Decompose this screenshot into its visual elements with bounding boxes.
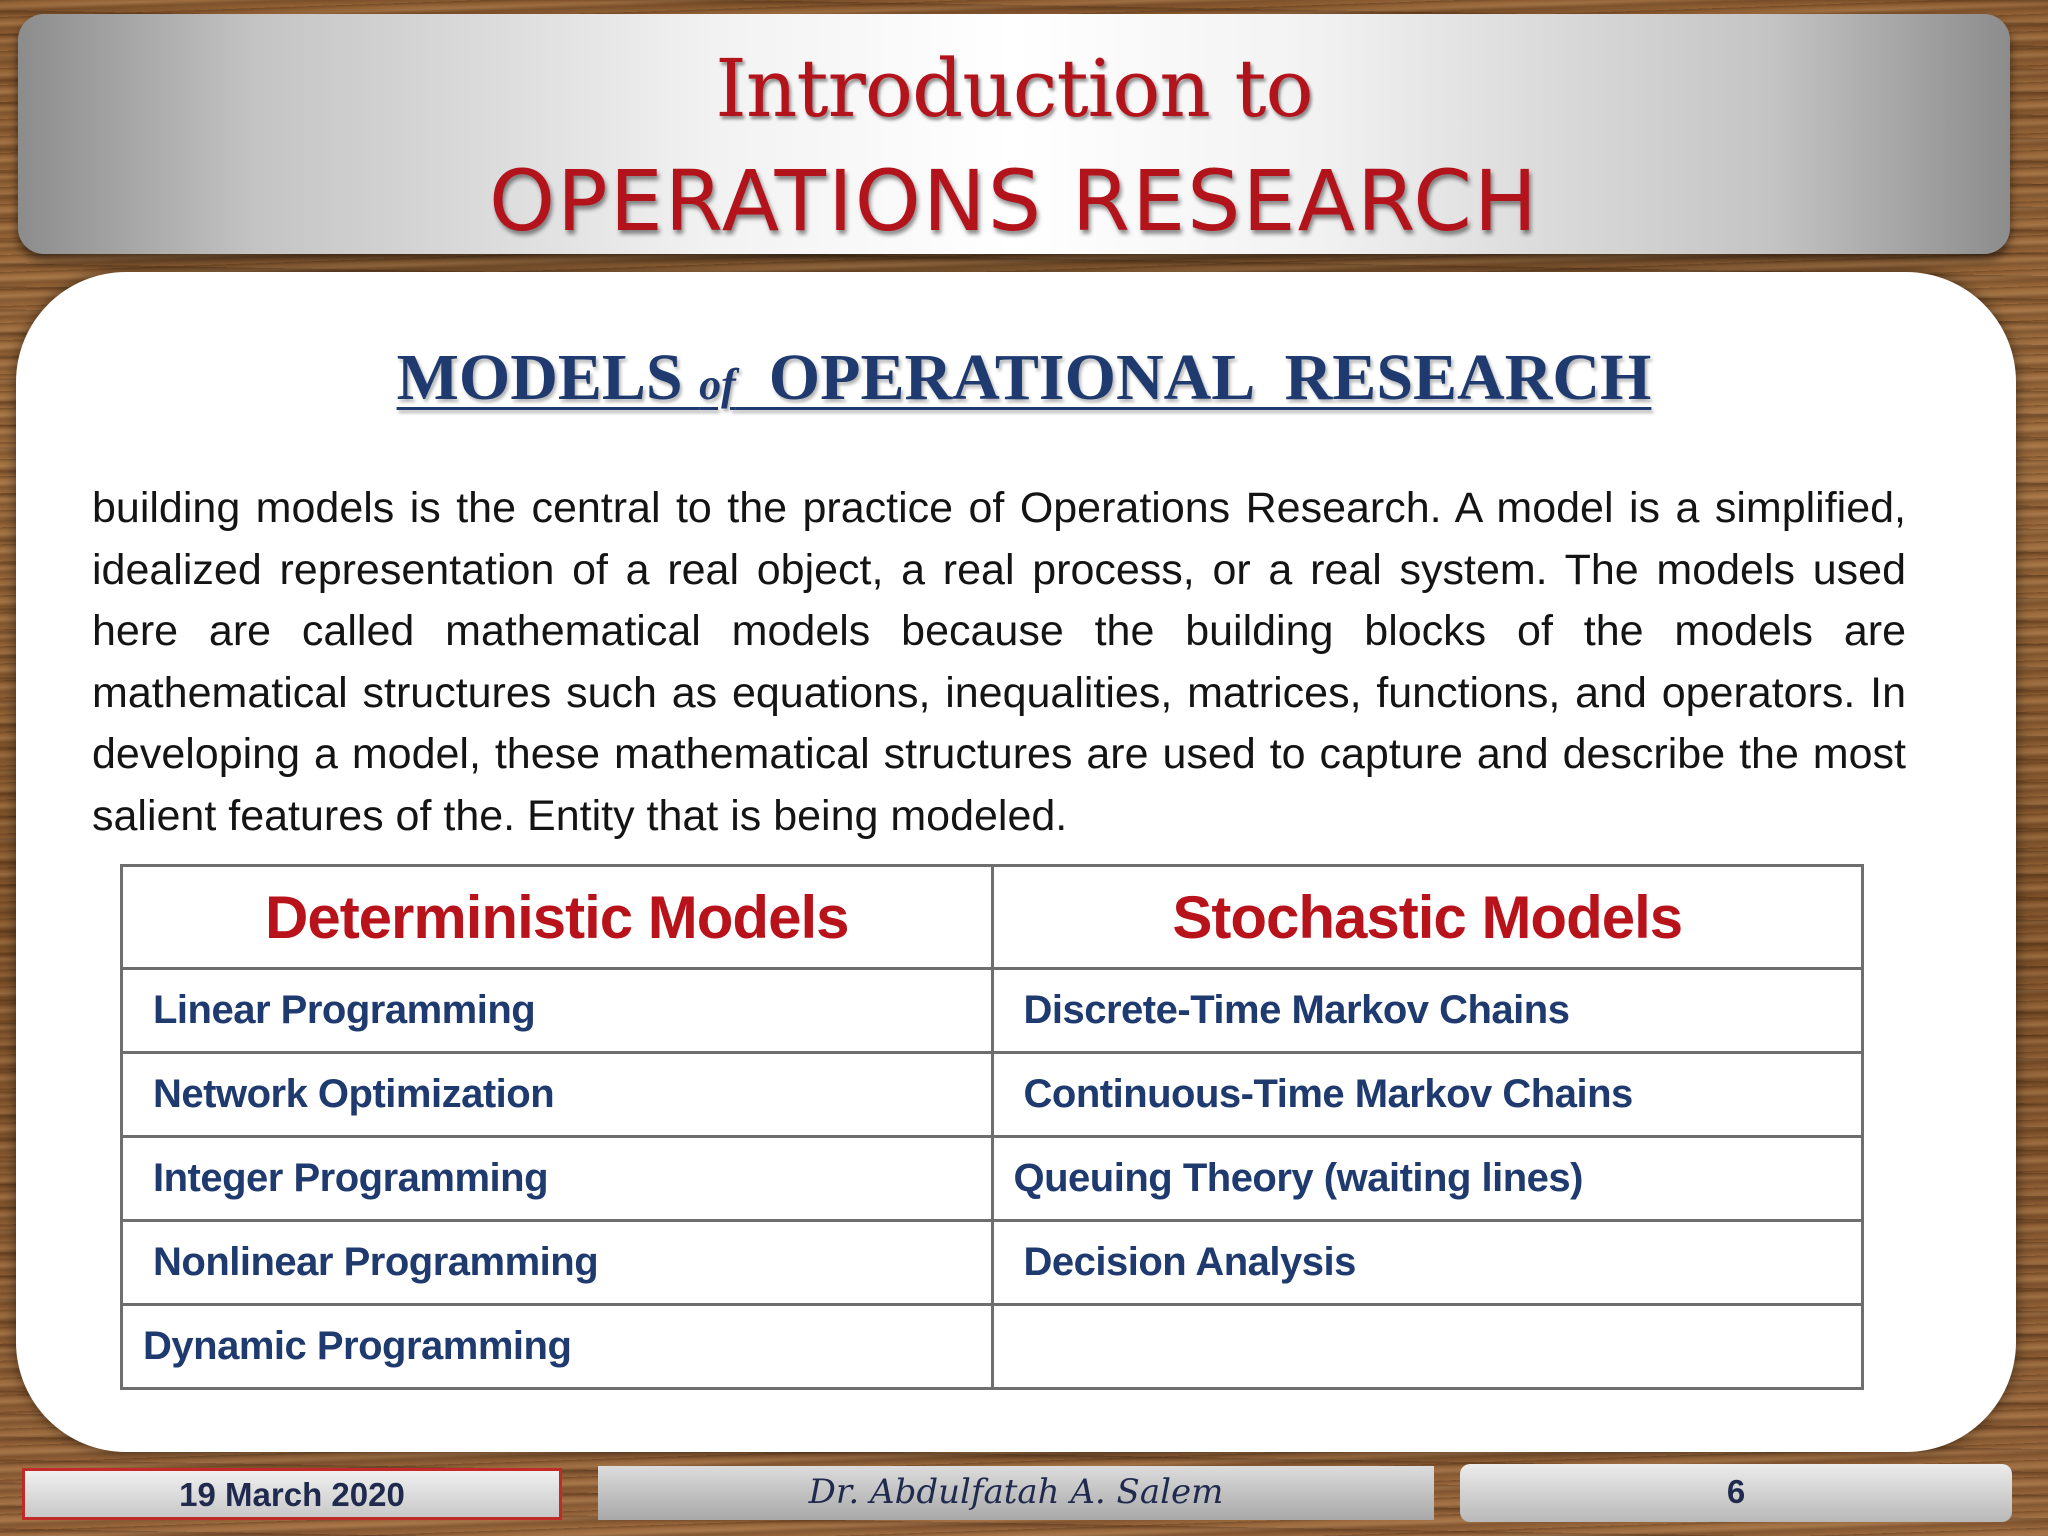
- header-banner: [18, 14, 2010, 254]
- table-cell: [992, 1305, 1863, 1389]
- table-row: [122, 1221, 1863, 1305]
- table-cell: Queuing Theory (waiting lines): [992, 1137, 1863, 1221]
- table-cell: Nonlinear Programming: [122, 1221, 993, 1305]
- models-table: [120, 864, 1864, 1390]
- table-cell: Discrete-Time Markov Chains: [992, 969, 1863, 1053]
- table-row: [122, 969, 1863, 1053]
- body-paragraph: building models is the central to the practice of Operations Research. A model is a simplified, idealized representation of a real object, a real process, or a real system. The models used here are called mathematical models because the building blocks of the models are mathematical structures such as equations, inequalities, matrices, functions, and operators. In developing a model, these mathematical structures are used to capture and describe the most salient features of the. Entity that is being modeled.: [92, 484, 1906, 840]
- table-cell: Network Optimization: [122, 1053, 993, 1137]
- table-row: [122, 1137, 1863, 1221]
- table-cell: Integer Programming: [122, 1137, 993, 1221]
- table-row: [122, 1053, 1863, 1137]
- slide-title: [0, 340, 2048, 416]
- slide-title-of: of: [699, 360, 736, 409]
- header-title-line2: OPERATIONS RESEARCH: [488, 152, 1540, 250]
- header-deterministic: Deterministic Models: [122, 866, 993, 969]
- slide-title-models: MODELS: [396, 341, 700, 414]
- footer-page-number: 6: [1460, 1464, 2012, 1522]
- table-cell: Decision Analysis: [992, 1221, 1863, 1305]
- header-stochastic: Stochastic Models: [992, 866, 1863, 969]
- table-header-row: [122, 866, 1863, 969]
- table-cell: Linear Programming: [122, 969, 993, 1053]
- table-row: [122, 1305, 1863, 1389]
- table-cell: Dynamic Programming: [122, 1305, 993, 1389]
- slide-title-rest: OPERATIONAL RESEARCH: [735, 341, 1652, 414]
- footer-author: Dr. Abdulfatah A. Salem: [598, 1466, 1434, 1520]
- header-title-line1: Introduction to: [715, 42, 1313, 135]
- table-cell: Continuous-Time Markov Chains: [992, 1053, 1863, 1137]
- footer-date: 19 March 2020: [22, 1468, 562, 1520]
